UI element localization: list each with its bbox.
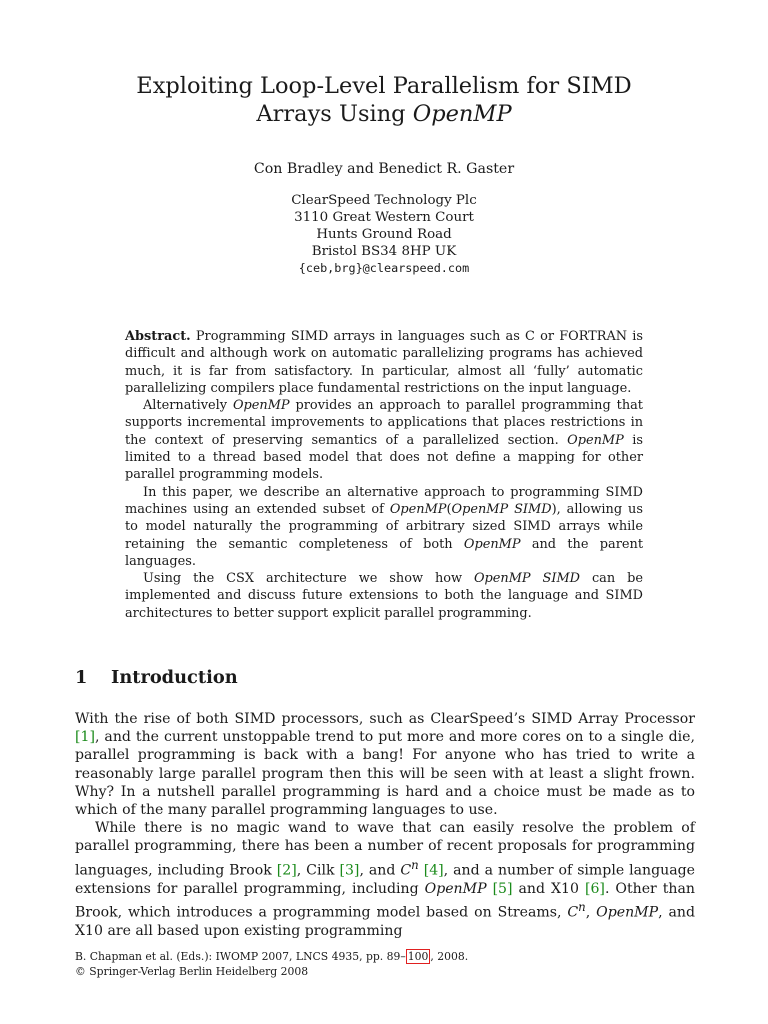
title-line-2 — [60, 100, 708, 128]
intro-p2-g: and X10 — [512, 880, 585, 897]
intro-p2-b: , Cilk — [296, 862, 340, 879]
abstract-p4-a: Using the CSX architecture we show how — [143, 571, 474, 587]
cn-term-1-sup: n — [411, 857, 419, 872]
citation-4-link[interactable]: [4] — [423, 862, 444, 879]
abstract-p2-em2: OpenMP — [567, 432, 624, 448]
intro-p1-b: , and the current unstoppable trend to put more and more cores on to a single die, parallel programming is back with a bang! For anyone who has tried to write a reasonably large parallel program then this will be seen with at least a slight frown. Why? In a nutshell parallel programming is hard and a choice must be made as to which of the many parallel programming languages to use. — [75, 729, 695, 819]
citation-5-link[interactable]: [5] — [492, 880, 513, 897]
intro-openmp-2: OpenMP — [596, 904, 659, 921]
affiliation — [60, 192, 708, 277]
footer — [75, 950, 695, 979]
cn-term-1: C — [400, 862, 412, 879]
footer-line1-a: B. Chapman et al. (Eds.): IWOMP 2007, LNCS 4935, pp. 89– — [75, 950, 406, 963]
abstract-paragraph-3 — [125, 484, 643, 570]
abstract-p3-c: ), allowing us to model naturally the programming of arbitrary sized SIMD arrays while retaining the semantic completeness of both — [125, 501, 643, 552]
abstract-p4-b: can be implemented and discuss future extensions to both the language and SIMD architectures to better support explicit parallel programming. — [125, 571, 643, 621]
abstract-p3-em3: OpenMP — [463, 536, 521, 552]
intro-p2-c: , and — [359, 862, 401, 879]
title-line-1: Exploiting Loop-Level Parallelism for SIMD — [136, 73, 632, 99]
cn-term-2: C — [567, 904, 579, 921]
abstract-p3-b: ( — [446, 501, 452, 517]
affiliation-email: {ceb,brg}@clearspeed.com — [298, 261, 470, 275]
authors: Con Bradley and Benedict R. Gaster — [253, 161, 515, 177]
abstract-p2-em1: OpenMP — [232, 398, 290, 414]
citation-3-link[interactable]: [3] — [339, 862, 360, 879]
abstract-p4-em1: OpenMP SIMD — [473, 571, 581, 587]
title-openmp: OpenMP — [412, 101, 512, 127]
abstract-p3-d: and the parent languages. — [125, 536, 643, 569]
page-range-link[interactable]: 100 — [407, 950, 429, 963]
intro-p1-a: With the rise of both SIMD processors, such as ClearSpeed’s SIMD Array Processor — [75, 711, 695, 727]
affiliation-address-1: 3110 Great Western Court — [294, 210, 474, 225]
intro-p2-h: . Other than Brook, which introduces a programming model based on Streams, — [75, 880, 695, 921]
abstract — [125, 328, 643, 622]
abstract-p2-b: provides an approach to parallel programming that supports incremental improvements to applications that places restrictions in the context of preserving semantics of a parallelized section. — [125, 398, 643, 448]
intro-p2-i: , — [585, 904, 597, 921]
abstract-paragraph-1 — [125, 328, 643, 397]
cn-term-2-sup: n — [578, 899, 586, 914]
intro-p2-e: , and a number of simple language extensions for parallel programming, including — [75, 862, 695, 897]
footer-copyright: © Springer-Verlag Berlin Heidelberg 2008 — [75, 964, 309, 978]
abstract-p3-em1: OpenMP — [389, 501, 447, 517]
title-line-2-prefix: Arrays Using — [256, 101, 413, 127]
intro-p2-a: While there is no magic wand to wave that can easily resolve the problem of parallel programming, there has been a number of recent proposals for programming languages, including Brook — [75, 820, 695, 879]
footer-line1-b: , 2008. — [430, 950, 469, 963]
paper-title — [60, 72, 708, 128]
affiliation-address-3: Bristol BS34 8HP UK — [311, 244, 457, 259]
section-heading-introduction — [75, 666, 695, 690]
affiliation-org: ClearSpeed Technology Plc — [291, 193, 477, 208]
section-number: 1 — [75, 667, 88, 688]
citation-6-link[interactable]: [6] — [584, 880, 605, 897]
affiliation-address-2: Hunts Ground Road — [316, 227, 452, 242]
abstract-p1-text: Programming SIMD arrays in languages such as C or FORTRAN is difficult and although work on automatic parallelizing programs has achieved much, it is far from satisfactory. In particular, almost all ‘fully’ automatic parallelizing compilers place fundamental restrictions on the input language. — [125, 329, 643, 396]
abstract-p2-c: is limited to a thread based model that does not define a mapping for other parallel programming models. — [125, 432, 643, 483]
citation-2-link[interactable]: [2] — [276, 862, 297, 879]
intro-paragraph-1 — [75, 710, 695, 819]
abstract-p3-a: In this paper, we describe an alternative approach to programming SIMD machines using an extended subset of — [125, 484, 643, 517]
intro-paragraph-2 — [75, 819, 695, 940]
intro-p2-j: , and X10 are all based upon existing programming — [75, 904, 695, 939]
abstract-paragraph-2 — [125, 397, 643, 483]
abstract-p2-a: Alternatively — [143, 398, 233, 414]
introduction-body — [75, 710, 695, 940]
abstract-paragraph-4 — [125, 570, 643, 622]
section-title: Introduction — [111, 667, 238, 688]
intro-openmp-1: OpenMP — [424, 880, 487, 897]
footer-citation-line — [75, 950, 695, 965]
citation-1-link[interactable]: [1] — [75, 729, 95, 746]
abstract-label: Abstract. — [125, 329, 191, 344]
abstract-p3-em2: OpenMP SIMD — [451, 501, 552, 517]
